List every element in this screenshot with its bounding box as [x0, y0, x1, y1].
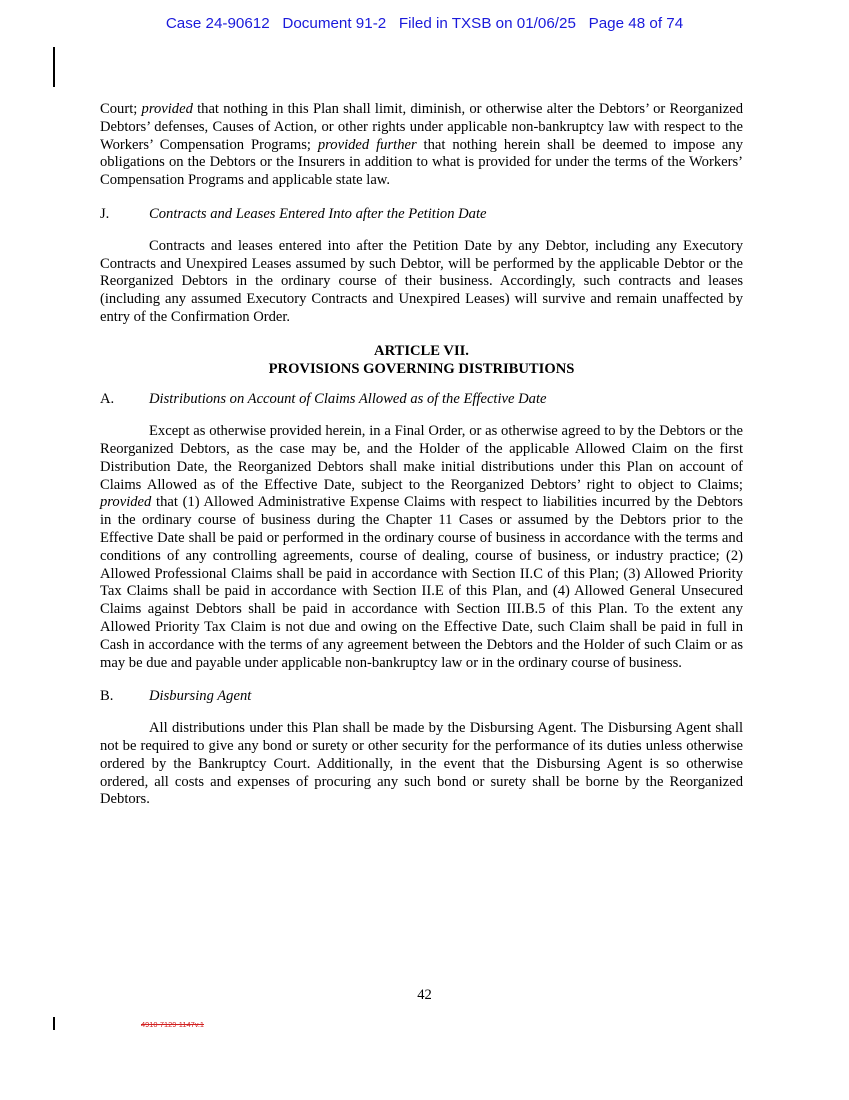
document-code: 4910-7129-1147v.1 — [141, 1020, 205, 1029]
filed-info: Filed in TXSB on 01/06/25 — [398, 15, 576, 32]
section-j-title: Contracts and Leases Entered Into after the Petition Date — [149, 205, 487, 222]
section-b-heading — [100, 688, 743, 706]
revision-change-bar — [53, 47, 55, 87]
section-b-number: B. — [100, 688, 114, 705]
section-b-title: Disbursing Agent — [149, 688, 252, 705]
filing-header — [0, 15, 849, 32]
page-number: 42 — [417, 987, 432, 1003]
section-j-heading — [100, 206, 743, 224]
article-title: PROVISIONS GOVERNING DISTRIBUTIONS — [268, 360, 575, 377]
section-a-number: A. — [100, 391, 115, 408]
section-j-number: J. — [100, 205, 110, 222]
section-a-heading — [100, 391, 743, 409]
document-number: Document 91-2 — [282, 15, 387, 32]
section-b-paragraph: All distributions under this Plan shall be made by the Disbursing Agent. The Disbursing Agent shall not be required to give any bond or surety or other security for the performance of its duties unless otherwise ordered by the Bankruptcy Court. Additionally, in the event that the Disbursing Agent is so otherwise ordered, all costs and expenses of procuring any such bond or surety shall be borne by the Reorganized Debtors. — [100, 720, 743, 808]
intro-paragraph: Court; provided that nothing in this Plan shall limit, diminish, or otherwise alter the Debtors’ or Reorganized Debtors’ defenses, Causes of Action, or other rights under applicable non-bankruptcy law with respect to the Workers’ Compensation Programs; provided further that nothing herein shall be deemed to impose any obligations on the Debtors or the Insurers in addition to what is provided for under the terms of the Workers’ Compensation Programs and applicable state law. — [100, 101, 743, 189]
section-a-paragraph: Except as otherwise provided herein, in a Final Order, or as otherwise agreed to by the Debtors or the Reorganized Debtors, as the case may be, and the Holder of the applicable Allowed Claim on the first Distribution Date, the Reorganized Debtors shall make initial distributions under this Plan on account of Claims Allowed as of the Effective Date, subject to the Reorganized Debtors’ right to object to Claims; provided that (1) Allowed Administrative Expense Claims with respect to liabilities incurred by the Debtors in the ordinary course of business during the Chapter 11 Cases or assumed by the Debtors prior to the Effective Date shall be paid or performed in the ordinary course of business in accordance with the terms and conditions of any controlling agreements, course of dealing, course of business, or industry practice; (2) Allowed Professional Claims shall be paid in accordance with Section II.C of this Plan; (3) Allowed Priority Tax Claims shall be paid in accordance with Section II.E of this Plan, and (4) Allowed General Unsecured Claims against Debtors shall be paid in accordance with Section III.B.5 of this Plan. To the extent any Allowed Priority Tax Claim is not due and owing on the Effective Date, such Claim shall be paid in full in Cash in accordance with the terms of any agreement between the Debtors and the Holder of such Claim or as may be due and payable under applicable non-bankruptcy law or in the ordinary course of business. — [100, 423, 743, 671]
article-heading — [100, 343, 743, 379]
page-info: Page 48 of 74 — [588, 15, 684, 32]
article-number: ARTICLE VII. — [374, 342, 469, 359]
document-body — [100, 101, 743, 825]
case-number: Case 24-90612 — [165, 15, 270, 32]
footer-change-bar — [53, 1017, 55, 1030]
section-j-paragraph: Contracts and leases entered into after the Petition Date by any Debtor, including any Executory Contracts and Unexpired Leases assumed by such Debtor, will be performed by the applicable Debtor or the Reorganized Debtors in the ordinary course of their business. Accordingly, such contracts and leases (including any assumed Executory Contracts and Unexpired Leases) will survive and remain unaffected by entry of the Confirmation Order. — [100, 237, 743, 325]
section-a-title: Distributions on Account of Claims Allowed as of the Effective Date — [149, 391, 547, 408]
